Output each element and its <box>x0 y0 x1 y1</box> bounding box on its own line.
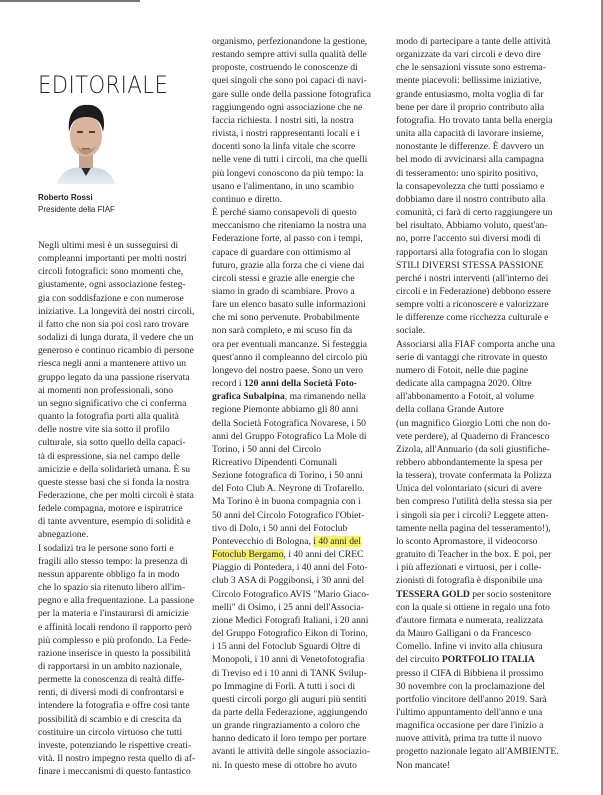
text-line: di tante avventure, esempio di solidità e <box>38 516 191 528</box>
text-line: grande entusiasmo, molta voglia di far <box>396 88 544 100</box>
page-title: EDITORIALE <box>38 71 169 100</box>
text-line: fare un elenco basato sulle informazioni <box>212 299 366 311</box>
text-line: usano e l'alimentano, in uno scambio <box>212 180 354 192</box>
text-line: Ricreativo Dipendenti Comunali <box>212 457 338 468</box>
author-role: Presidente della FIAF <box>38 205 115 214</box>
text-line: quest'anno il compleanno del circolo più <box>212 351 368 363</box>
bold-text-societa-subalpina: 120 anni della Società Foto- <box>243 378 357 390</box>
text-line: 50 anni del Circolo Fotografico l'Obiet- <box>212 509 365 521</box>
text-line: che mi sono pervenute. Probabilmente <box>212 312 360 324</box>
text-line: tà di espressione, sia nel campo delle <box>38 450 180 462</box>
text-line: bene per dare il proprio contributo alla <box>396 101 545 113</box>
text-line: sodalizi di lunga durata, il vedere che un <box>38 332 194 344</box>
text-line: del Foto Club A. Neyrone di Trofarello. <box>212 483 365 495</box>
text-line: I sodalizi tra le persone sono forti e <box>38 542 174 554</box>
text-line: pegno e alla frequentazione. La passione <box>38 595 195 607</box>
text-line: nessun apparente obbligo fa in modo <box>38 568 180 580</box>
article-column-1 <box>38 239 198 778</box>
text-line: della Società Fotografica Novarese, i 50 <box>212 417 366 429</box>
text-line: regione Piemonte abbiamo gli 80 anni <box>212 404 359 416</box>
text-line: hanno dedicato il loro tempo per portare <box>212 733 367 745</box>
author-name: Roberto Rossi <box>38 193 93 202</box>
text-line: grafica Subalpina, ma rimanendo nella <box>212 391 366 403</box>
text-line: la consapevolezza che tutti possiamo e <box>396 180 545 192</box>
text-line: circoli e in Federazione) debbono essere <box>396 285 551 297</box>
text-line: record i 120 anni della Società Foto- <box>212 378 357 390</box>
text-line: Non mancate! <box>396 759 451 771</box>
text-line: di rapportarsi in un ambito nazionale, <box>38 661 182 672</box>
text-line: un segno significativo che ci conferma <box>38 397 187 409</box>
text-line: investe, potenziando le rispettive creati- <box>38 739 192 751</box>
text-line: Pontevecchio di Bologna, i 40 anni del <box>212 535 361 547</box>
text-line: mente piacevoli: bellissime iniziative, <box>396 75 542 87</box>
text-line: gia con soddisfazione e con numerose <box>38 292 184 304</box>
text-line: no, porre l'accento sui diversi modi di <box>396 233 541 245</box>
text-line: modo di partecipare a tante delle attività <box>396 36 551 47</box>
text-line: presso il CIFA di Bibbiena il prossimo <box>396 667 544 679</box>
text-line: sempre volti a riconoscere e valorizzare <box>396 299 549 311</box>
text-line: comunità, ci farà di certo raggiungere un <box>396 207 553 219</box>
text-line: Unica del volontariato (sicuri di avere <box>396 483 542 495</box>
page-top-edge <box>0 0 140 2</box>
text-line: (un magnifico Giorgio Lotti che non do- <box>396 417 551 429</box>
text-line: ora per eventuali mancanze. Si festeggia <box>212 338 368 350</box>
text-line: Comello. Infine vi invito alla chiusura <box>396 641 543 653</box>
text-line: con la quale si ottiene in regalo una foto <box>396 601 550 613</box>
text-line: quei singoli che sono poi capaci di navi- <box>212 75 367 87</box>
text-line: Federazione, che per molti circoli è stata <box>38 489 194 501</box>
text-line: renti, di diversi modi di confrontarsi e <box>38 687 184 699</box>
text-line: e affinità locali rendono il rapporto però <box>38 621 192 633</box>
text-line: Associarsi alla FIAF comporta anche una <box>396 338 556 350</box>
text-line: un grande ringraziamento a coloro che <box>212 720 360 732</box>
text-line: il fatto che non sia poi così raro trovare <box>38 318 189 330</box>
text-line: perché i nostri interventi (all'interno dei <box>396 272 549 284</box>
text-line: dobbiamo dare il nostro contributo alla <box>396 193 546 205</box>
text-line: riesca negli anni a mantenere attivo un <box>38 358 187 370</box>
text-line: da parte della Federazione, aggiungendo <box>212 706 368 718</box>
text-line: numero di Fotoit, nelle due pagine <box>396 364 529 376</box>
text-line: unita alla capacità di lavorare insieme, <box>396 128 544 140</box>
text-line: Fotoclub Bergamo, i 40 anni del CREC <box>212 549 364 561</box>
text-line: continuo e diretto. <box>212 193 283 205</box>
text-line: magnifica occasione per dare l'inizio a <box>396 720 544 732</box>
article-column-3 <box>396 35 568 772</box>
text-line: po Immagine di Forlì. A tutti i soci di <box>212 680 356 692</box>
text-line: Circolo Fotografico AVIS "Mario Giaco- <box>212 588 370 600</box>
text-line: della collana Grande Autore <box>396 404 504 416</box>
article-column-2 <box>212 35 384 772</box>
text-line: razione inserisce in questo la possibilità <box>38 647 191 659</box>
text-line: dedicate alla campagna 2020. Oltre <box>396 378 532 390</box>
text-line: per la materia e l'instaurarsi di amicizie <box>38 608 189 620</box>
highlighted-text: Fotoclub Bergamo <box>212 549 284 561</box>
text-line: finare i meccanismi di questo fantastico <box>38 766 191 778</box>
text-line: i 15 anni del Fotoclub Sguardi Oltre di <box>212 641 361 653</box>
text-line: anni del Gruppo Fotografico La Mole di <box>212 430 367 442</box>
text-line: rebbero abbondantemente la spesa per <box>396 457 543 468</box>
text-line: club 3 ASA di Poggibonsi, i 30 anni del <box>212 575 365 587</box>
text-line: longevo del nostro paese. Sono un vero <box>212 364 364 376</box>
text-line: nelle vene di tutti i circoli, ma che quelli <box>212 154 368 166</box>
text-line: amicizie e della solidarietà umana. È su <box>38 463 191 475</box>
text-line: che lo spazio sia ritenuto libero all'im- <box>38 582 186 594</box>
text-line: proposte, costruendo le conoscenze di <box>212 62 358 74</box>
text-line: Negli ultimi mesi è un susseguirsi di <box>38 240 179 251</box>
text-line: più complesso e più profondo. La Fede- <box>38 634 192 646</box>
text-line: iniziative. La longevità dei nostri circoli, <box>38 305 195 317</box>
text-line: STILI DIVERSI STESSA PASSIONE <box>396 259 544 271</box>
text-line: zione Medici Fotografi Italiani, i 20 anni <box>212 614 369 626</box>
text-line: le differenze come ricchezza culturale e <box>396 312 549 324</box>
text-line: faccia richiesta. I nostri siti, la nostra <box>212 114 354 126</box>
text-line: di tesseramento: uno spirito positivo, <box>396 167 539 179</box>
text-line: non sarà completo, e mi scuso fin da <box>212 325 353 337</box>
text-line: circoli fotografici: sono momenti che, <box>38 266 184 278</box>
text-line: 30 novembre con la proclamazione del <box>396 680 545 692</box>
text-line: del circuito PORTFOLIO ITALIA <box>396 654 535 666</box>
text-line: portfolio vincitore dell'anno 2019. Sarà <box>396 693 547 705</box>
text-line: organismo, perfezionandone la gestione, <box>212 36 368 47</box>
text-line: bel risultato. Abbiamo voluto, quest'an- <box>396 220 548 232</box>
text-line: Monopoli, i 10 anni di Venetofotografia <box>212 654 365 666</box>
text-line: i singoli sia per i circoli? Leggete atten- <box>396 509 549 521</box>
text-line: restando sempre attivi sulla qualità delle <box>212 49 367 61</box>
text-line: serie di vantaggi che ritrovate in questo <box>396 351 548 363</box>
text-line: organizzate da vari circoli e devo dire <box>396 49 541 61</box>
text-line: tivo di Dolo, i 50 anni del Fotoclub <box>212 522 348 534</box>
text-line: siamo in grado di scambiare. Provo a <box>212 285 355 297</box>
text-line: ai momenti non professionali, sono <box>38 384 174 396</box>
text-line: TESSERA GOLD per socio sostenitore <box>396 588 552 600</box>
text-line: gruppo legato da una passione riservata <box>38 371 190 383</box>
text-line: culturale, sia sotto quello della capaci- <box>38 437 186 449</box>
bold-text-portfolio-italia: PORTFOLIO ITALIA <box>441 654 535 666</box>
text-line: fedele compagna, motore e ispiratrice <box>38 503 183 515</box>
text-line: possibilità di scambio e di crescita da <box>38 713 182 725</box>
text-line: delle nostre vite sia sotto il profilo <box>38 424 170 436</box>
text-line: meccanismo che riteniamo la nostra una <box>212 220 367 232</box>
text-line: costituire un circolo virtuoso che tutti <box>38 726 183 738</box>
text-line: raggiungendo ogni associazione che ne <box>212 101 363 113</box>
text-line: ben compreso l'utilità della stessa sia per <box>396 496 553 508</box>
text-line: zionisti di fotografia è disponibile una <box>396 575 543 587</box>
text-line: bel modo di avvicinarsi alla campagna <box>396 154 544 166</box>
text-line: È perché siamo consapevoli di questo <box>212 207 357 219</box>
text-line: vete perdere), al Quaderno di Francesco <box>396 430 550 442</box>
text-line: gare sulle onde della passione fotografica <box>212 88 372 100</box>
text-line: sociale. <box>396 325 426 337</box>
text-line: tamente nella pagina del tesseramento!), <box>396 522 551 534</box>
text-line: rapportarsi alla fotografia con lo slogan <box>396 246 548 258</box>
text-line: avanti le attività delle singole associazio- <box>212 746 370 758</box>
text-line: del Gruppo Fotografico Eikon di Torino, <box>212 628 368 640</box>
text-line: giustamente, ogni associazione festeg- <box>38 279 186 291</box>
text-line: rivista, i nostri rappresentanti locali e i <box>212 128 360 140</box>
text-line: lo sconto Apromastore, il videocorso <box>396 535 538 547</box>
text-line: fragili allo stesso tempo: la presenza di <box>38 555 188 567</box>
text-line: nonostante le differenze. È davvero un <box>396 141 544 153</box>
text-line: fotografia. Ho trovato tanta bella energia <box>396 114 553 126</box>
text-line: l'ultimo appuntamento dell'anno e una <box>396 706 543 718</box>
text-line: ni. In questo mese di ottobre ho avuto <box>212 759 357 771</box>
text-line: Sezione fotografica di Torino, i 50 anni <box>212 470 363 482</box>
text-line: futuro, grazie alla forza che ci viene dai <box>212 259 365 271</box>
bold-text-subalpina: grafica Subalpina <box>212 391 285 403</box>
text-line: quanto la fotografia porti alla qualità <box>38 411 179 423</box>
text-line: Zizola, all'Annuario (da soli giustifiche- <box>396 443 550 455</box>
text-line: Federazione forte, al passo con i tempi, <box>212 233 363 245</box>
author-portrait <box>55 98 117 184</box>
text-line: la tessera), trovate confermata la Polizza <box>396 470 552 482</box>
text-line: docenti sono la linfa vitale che scorre <box>212 141 356 153</box>
text-line: Ma Torino è in buona compagnia con i <box>212 496 361 508</box>
text-line: nuove attività, prima tra tutte il nuovo <box>396 733 542 745</box>
text-line: permette la conoscenza di realtà diffe- <box>38 674 185 686</box>
text-line: da Mauro Galligani o da Francesco <box>396 628 532 640</box>
text-line: all'abbonamento a Fotoit, al volume <box>396 391 534 403</box>
text-line: abnegazione. <box>38 529 89 541</box>
text-line: Piaggio di Pontedera, i 40 anni del Foto- <box>212 562 368 574</box>
text-line: questi circoli porgo gli auguri più sentiti <box>212 693 367 705</box>
text-line: di Treviso ed i 10 anni di TANK Svilup- <box>212 667 367 679</box>
bold-text-tessera-gold: TESSERA GOLD <box>396 588 470 600</box>
text-line: circoli stessi e grazie alle energie che <box>212 272 355 284</box>
highlighted-text: i 40 anni del <box>313 535 361 547</box>
text-line: i più affezionati e virtuosi, per i colle- <box>396 562 542 574</box>
text-line: gratuito di Teacher in the box. E poi, per <box>396 549 552 561</box>
text-line: più longevi conoscono da più tempo: la <box>212 167 364 179</box>
text-line: generoso e continuo ricambio di persone <box>38 345 194 357</box>
text-line: d'autore firmata e numerata, realizzata <box>396 614 543 626</box>
text-line: vità. Il nostro impegno resta quello di af- <box>38 753 196 765</box>
text-line: Torino, i 50 anni del Circolo <box>212 443 322 455</box>
text-line: capace di guardare con ottimismo al <box>212 246 351 258</box>
text-line: intendere la fotografia e offre così tante <box>38 700 190 712</box>
text-line: melli" di Osimo, i 25 anni dell'Associa- <box>212 601 364 613</box>
text-line: compleanni importanti per molti nostri <box>38 253 187 265</box>
text-line: queste stesse basi che si fonda la nostra <box>38 476 190 488</box>
text-line: progetto nazionale legato all'AMBIENTE. <box>396 746 559 758</box>
text-line: che le sensazioni vissute sono estrema- <box>396 62 546 74</box>
